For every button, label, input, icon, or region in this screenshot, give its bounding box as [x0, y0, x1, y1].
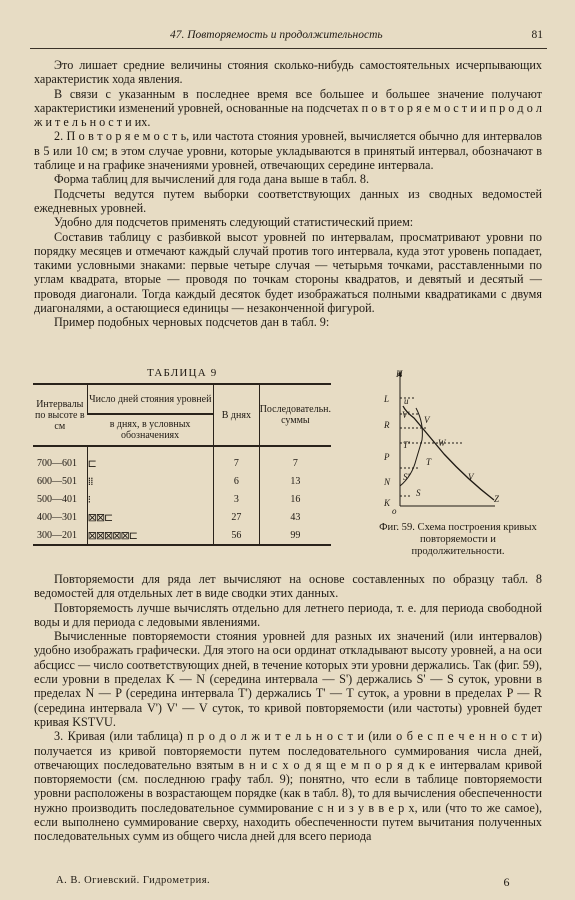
- label-z: Z: [494, 494, 500, 504]
- label-s: S: [416, 488, 421, 498]
- label-k: K: [384, 498, 391, 508]
- paragraph: Повторяемость лучше вычислять отдельно для летнего периода, т. е. для периода свободной воды и для периода с ледовыми явлениями.: [34, 600, 542, 629]
- table-row: [33, 446, 331, 473]
- cell-cumulative: 99: [259, 526, 331, 545]
- paragraph: Подсчеты ведутся путем выборки соответствующих данных из сводных ведомостей ежедневных уровней.: [34, 186, 542, 215]
- label-l: L: [384, 394, 390, 404]
- label-v2: V: [468, 472, 474, 482]
- cell-cumulative: 43: [259, 508, 331, 526]
- paragraph: 3. Кривая (или таблица) п р о д о л ж и т е л ь н о с т и (или о б е с п е ч е н н о с т и) получается из кривой повторяемости путем последовательного суммирования числа дней, отвечающих последовательно взятым в н и с х о д я щ е м п о р я д к е интервалам кривой повторяемости (см. последнюю графу табл. 9); понятно, что если в таблице повторяемости уровни расположены в возрастающем порядке (как в табл. 8), то для вычисления обеспеченности нужно производить последовательное суммирование с н и з у в в е р х, или (что то же самое), если выполнено суммирование сверху, находить обеспеченности путем вычитания полученных последовательных сумм из общего числа дней для всего периода: [34, 729, 542, 844]
- cell-cumulative: 16: [259, 491, 331, 509]
- label-u: u: [404, 396, 409, 406]
- label-w: W: [438, 438, 446, 448]
- text-block-bottom: [34, 572, 542, 844]
- table-9: [33, 383, 331, 546]
- label-h: H: [396, 369, 403, 379]
- cell-cumulative: 7: [259, 446, 331, 473]
- cell-days: 7: [214, 446, 260, 473]
- cell-cumulative: 13: [259, 473, 331, 491]
- paragraph: Пример подобных черновых подсчетов дан в табл. 9:: [54, 315, 330, 330]
- label-v: V: [424, 415, 430, 425]
- label-v-prime: V': [402, 410, 410, 420]
- cell-days: 3: [214, 491, 260, 509]
- cell-tally-marks: ⁞⁞: [87, 473, 213, 491]
- cell-days: 27: [214, 508, 260, 526]
- cell-tally-marks: ⁝: [87, 491, 213, 509]
- header-interval: Интервалы по высоте в см: [33, 384, 87, 446]
- cell-days: 56: [214, 526, 260, 545]
- section-title: 47. Повторяемость и продолжительность: [170, 29, 383, 41]
- cell-interval: 400—301: [37, 511, 77, 523]
- signature-mark: 6: [503, 875, 510, 889]
- label-r: R: [384, 420, 390, 430]
- cell-interval: 500—401: [37, 493, 77, 505]
- table-row: [33, 526, 331, 545]
- label-o: o: [392, 506, 397, 516]
- table-row: [33, 491, 331, 509]
- header-days: В днях: [214, 384, 260, 446]
- cell-tally-marks: ⊏: [87, 446, 213, 473]
- cell-days: 6: [214, 473, 260, 491]
- label-n: N: [384, 477, 391, 487]
- label-p: P: [384, 452, 390, 462]
- page-number: 81: [531, 29, 543, 41]
- cell-tally-marks: ⊠⊠⊠⊠⊠⊏: [87, 526, 213, 545]
- cell-interval: 700—601: [37, 458, 77, 470]
- cell-tally-marks: ⊠⊠⊏: [87, 508, 213, 526]
- cell-interval: 600—501: [37, 476, 77, 488]
- page-footer: [56, 875, 516, 889]
- header-count-sub: в днях, в условных обозначениях: [87, 414, 213, 446]
- paragraph: Удобно для подсчетов применять следующий статистический прием:: [54, 215, 414, 230]
- table-caption: ТАБЛИЦА 9: [147, 367, 218, 379]
- paragraph: 2. П о в т о р я е м о с т ь, или частота стояния уровней, вычисляется обычно для интервалов в 5 или 10 см; в этом случае уровни, которые укладываются в принятый интервал, обозначают в таблице и на графике значениями уровней, отвечающих середине интервала.: [34, 129, 542, 173]
- label-s-prime: S': [403, 472, 410, 482]
- paragraph: Составив таблицу с разбивкой высот уровней по интервалам, просматривают уровни по порядку месяцев и отмечают каждый случай против того интервала, куда этот уровень попадает, такими условными знаками: первые четыре случая — четырьмя точками, расставленными по углам квадрата, вторые — проводя по точкам стороны квадратов, и девятый и десятый — проводя диагонали. Тогда каждый десяток будет изображаться полными квадратиками с двумя диагоналями, а остающиеся единицы — незаконченной фигурой.: [34, 229, 542, 316]
- text-block-top: [34, 58, 542, 330]
- footer-author: А. В. Огиевский. Гидрометрия.: [56, 875, 211, 886]
- paragraph: Повторяемости для ряда лет вычисляют на основе составленных по образцу табл. 8 ведомостей для отдельных лет в виде сводки этих данных.: [34, 572, 542, 601]
- paragraph: Вычисленные повторяемости стояния уровней для разных их значений (или интервалов) удобно изображать графически. Для этого на оси ординат откладывают высоту уровней, а на оси абсцисс — число соответствующих дней, в течение которых эти уровни держались. Так (фиг. 59), если уровни в пределах K — N (середина интервала — S') держались S' — S суток, уровни в пределах N — P (середина интервала T') держались T' — T суток, а уровни в пределах P — R (середина интервала V') V' — V суток, то кривой повторяемости (или частоты) уровней будет кривая KSTVU.: [34, 629, 542, 729]
- figure-59-diagram: [370, 368, 538, 518]
- paragraph: Это лишает средние величины стояния сколько-нибудь самостоятельных исчерпывающих характеристик хода явления.: [34, 58, 542, 87]
- table-row: [33, 473, 331, 491]
- paragraph: В связи с указанным в последнее время все большее и большее значение получают характеристики изменений уровней, основанные на подсчетах п о в т о р я е м о с т и и п р о д о л ж и т е л ь н о с т и их.: [34, 86, 542, 130]
- label-t: T: [426, 457, 432, 467]
- figure-caption: Фиг. 59. Схема построения кривых повторяемости и продолжительности.: [379, 522, 537, 557]
- header-count-group: Число дней стояния уровней: [87, 384, 213, 414]
- paragraph: Форма таблиц для вычислений для года дана выше в табл. 8.: [54, 172, 370, 187]
- label-t-prime: T': [403, 440, 410, 450]
- header-cumulative: Последовательн. суммы: [259, 384, 331, 446]
- duration-curve: [403, 406, 494, 500]
- running-header: [30, 26, 547, 49]
- table-row: [33, 508, 331, 526]
- cell-interval: 300—201: [33, 526, 87, 545]
